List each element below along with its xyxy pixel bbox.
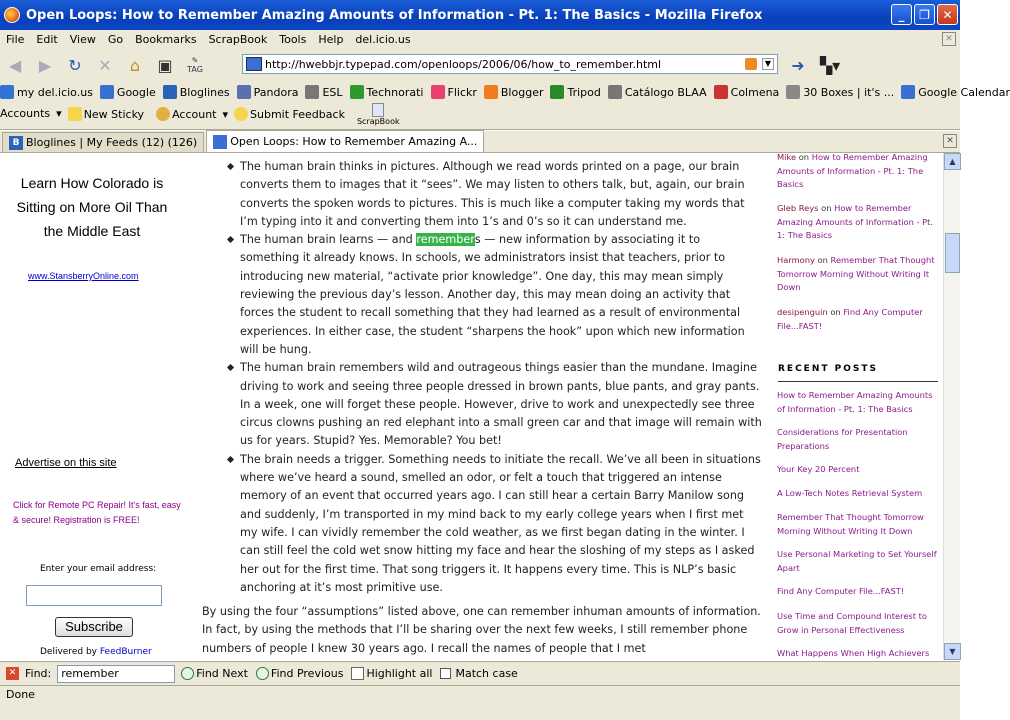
advertise-link[interactable]: Advertise on this site xyxy=(15,457,117,469)
find-next-label: Find Next xyxy=(196,667,248,680)
bookmark-item[interactable] xyxy=(714,85,780,99)
new-sticky-label: New Sticky xyxy=(83,107,145,121)
tag-icon: ✎ xyxy=(191,56,199,65)
smiley-icon xyxy=(234,107,248,121)
recent-posts-heading: RECENT POSTS xyxy=(778,363,938,382)
email-field[interactable] xyxy=(26,585,162,606)
comment-link[interactable]: How to Remember Amazing Amounts of Information - Pt. 1: The Basics xyxy=(777,203,934,240)
tag-label: TAG xyxy=(187,65,203,74)
match-case-label: Match case xyxy=(455,667,518,680)
status-bar xyxy=(0,685,960,720)
forward-arrow-icon: ▶ xyxy=(38,55,52,75)
tripod-icon xyxy=(550,85,564,99)
bookmark-item[interactable] xyxy=(0,85,93,99)
comment-item xyxy=(777,202,937,243)
firefox-icon xyxy=(4,7,20,23)
accounts-menu[interactable]: Accounts ▾ xyxy=(0,107,62,120)
rss-feed-icon[interactable] xyxy=(745,58,757,70)
left-sidebar xyxy=(0,153,185,660)
comment-on: on xyxy=(798,152,810,162)
bookmark-label: Google Calendar xyxy=(918,85,1010,99)
search-engine-icon: ▚▾ xyxy=(819,55,841,75)
bookmark-label: Colmena xyxy=(730,85,780,99)
technorati-icon xyxy=(350,85,364,99)
menu-edit[interactable]: Edit xyxy=(36,32,58,46)
find-previous-label: Find Previous xyxy=(270,667,344,680)
scrapbook-capture-button[interactable] xyxy=(152,53,178,77)
reload-button[interactable] xyxy=(62,53,88,77)
minimize-button[interactable]: _ xyxy=(891,4,912,25)
find-label: Find: xyxy=(25,667,52,680)
address-bar[interactable] xyxy=(242,54,778,74)
pin-icon xyxy=(608,85,622,99)
window-titlebar[interactable] xyxy=(0,0,960,30)
scrapbook-label: ScrapBook xyxy=(356,117,400,126)
bookmark-item[interactable] xyxy=(100,85,156,99)
comment-link[interactable]: Remember That Thought Tomorrow Morning Without Writing It Down xyxy=(777,255,935,292)
email-label: Enter your email address: xyxy=(40,564,157,574)
maximize-button[interactable]: ❐ xyxy=(914,4,935,25)
bookmark-label: 30 Boxes | it's ... xyxy=(803,85,895,99)
highlight-all-button[interactable] xyxy=(351,667,432,680)
submit-feedback-label: Submit Feedback xyxy=(250,107,345,121)
menu-go[interactable]: Go xyxy=(107,32,124,46)
accounts-label: Accounts xyxy=(0,107,51,120)
home-icon: ⌂ xyxy=(129,55,141,75)
menu-tools[interactable]: Tools xyxy=(279,32,307,46)
search-engine-button[interactable] xyxy=(817,53,843,77)
match-case-checkbox[interactable] xyxy=(440,667,517,680)
close-find-icon[interactable]: ✕ xyxy=(6,667,19,680)
bookmark-item[interactable] xyxy=(484,85,544,99)
bookmark-item[interactable] xyxy=(163,85,230,99)
scroll-up-icon[interactable]: ▲ xyxy=(944,153,961,170)
up-arrow-icon xyxy=(256,667,269,680)
bullet-text: s — new information by associating it to something it already knows. In schools, we administrators insist that teachers, prior to introducing new material, “activate prior knowledge”. One day, this may mean simply reviewing the previous day’s lesson. Another day, this may mean doing an activity that forces the student to recall something that they had learned as a result of environmental experiences. In either case, the student “sharpens the hook” upon which new information will be hung. xyxy=(240,233,745,356)
menu-help[interactable]: Help xyxy=(318,32,344,46)
pandora-icon xyxy=(237,85,251,99)
comment-author: Mike xyxy=(777,152,797,162)
blogger-icon xyxy=(484,85,498,99)
colmena-icon xyxy=(714,85,728,99)
pin-icon xyxy=(305,85,319,99)
oil-ad-text[interactable]: Learn How Colorado is Sitting on More Oil Than the Middle East xyxy=(16,175,168,239)
back-button[interactable] xyxy=(2,53,28,77)
comment-on: on xyxy=(830,307,841,317)
menu-scrapbook[interactable]: ScrapBook xyxy=(208,32,268,46)
comment-on: on xyxy=(817,255,828,265)
menubar-close-icon[interactable]: ✕ xyxy=(942,32,956,46)
bookmark-label: Pandora xyxy=(253,85,299,99)
recent-post-link[interactable]: Use Personal Marketing to Set Yourself Apart xyxy=(777,549,937,573)
bullet-item: The human brain thinks in pictures. Although we read words printed on a page, our brain converts them to images that it “sees”. We may listen to others talk, but, again, our brain converts the spoken words to pictures. This is much like a computer taking my words that I’m typing into it and converting them into 1’s and 0’s so it can understand me. xyxy=(202,158,762,231)
bookmark-label: ESL xyxy=(322,85,343,99)
comment-on: on xyxy=(821,203,832,213)
recent-post-link[interactable]: How to Remember Amazing Amounts of Information - Pt. 1: The Basics xyxy=(777,390,933,414)
bookmark-item[interactable] xyxy=(901,85,1010,99)
find-bar xyxy=(0,661,960,685)
bookmark-item[interactable] xyxy=(550,85,600,99)
highlight-icon xyxy=(351,667,364,680)
bookmark-item[interactable] xyxy=(237,85,299,99)
bullet-item: The human brain remembers wild and outrageous things easier than the mundane. Imagine driving to work and seeing three people dressed in brown pants, blue pants, and gray pants. In a week, one will forget these people. However, drive to work and unexpectedly see three circus clowns pushing an red elephant into a small green car and that image will remain with us for years. Stupid? Yes. Memorable? You bet! xyxy=(202,359,762,450)
scroll-thumb[interactable] xyxy=(945,233,960,273)
find-highlight: remember xyxy=(416,233,475,247)
url-text: http://hwebbjr.typepad.com/openloops/2006/06/how_to_remember.html xyxy=(265,57,662,71)
forward-button[interactable] xyxy=(32,53,58,77)
ad-link[interactable]: www.StansberryOnline.com xyxy=(28,271,139,281)
bullet-item xyxy=(202,231,762,359)
comment-link[interactable]: How to Remember Amazing Amounts of Information - Pt. 1: The Basics xyxy=(777,152,928,189)
bullet-text: The human brain learns — and xyxy=(240,233,417,247)
bookmark-label: my del.icio.us xyxy=(17,85,93,99)
recent-post-link[interactable]: Your Key 20 Percent xyxy=(777,464,860,474)
tab-bloglines[interactable] xyxy=(2,132,204,152)
bookmark-item[interactable] xyxy=(608,85,707,99)
boxes-icon xyxy=(786,85,800,99)
bloglines-icon xyxy=(163,85,177,99)
comment-author: Harmony xyxy=(777,255,815,265)
bookmarks-toolbar xyxy=(0,82,1010,102)
menu-bookmarks[interactable]: Bookmarks xyxy=(135,32,197,46)
vertical-scrollbar[interactable] xyxy=(943,153,960,660)
stop-button[interactable] xyxy=(92,53,118,77)
bookmark-item[interactable] xyxy=(305,85,342,99)
comment-item xyxy=(777,151,937,192)
right-sidebar xyxy=(770,153,943,660)
tab-strip xyxy=(0,131,960,153)
extension-toolbar xyxy=(0,102,960,130)
bookmark-item[interactable] xyxy=(786,85,894,99)
menu-view[interactable]: View xyxy=(69,32,96,46)
recent-post-link[interactable]: A Low-Tech Notes Retrieval System xyxy=(777,488,923,498)
delivered-by xyxy=(40,647,152,657)
tab-open-loops-label: Open Loops: How to Remember Amazing A... xyxy=(230,135,478,148)
flickr-icon xyxy=(431,85,445,99)
menu-file[interactable]: File xyxy=(6,32,25,46)
recent-post-link[interactable]: Find Any Computer File...FAST! xyxy=(777,586,905,596)
submit-feedback-button[interactable] xyxy=(234,107,351,121)
scroll-down-icon[interactable]: ▼ xyxy=(944,643,961,660)
bookmark-label: Tripod xyxy=(567,85,601,99)
article-paragraph: By using the four “assumptions” listed above, one can remember inhuman amounts of information. In fact, by using the methods that I’ll be sharing over the next few weeks, I still remember phone numbers of people I knew 30 years ago. I recall the names of people that I met xyxy=(202,605,761,655)
pc-repair-ad[interactable]: Click for Remote PC Repair! It's fast, easy & secure! Registration is FREE! xyxy=(13,500,181,525)
account-menu[interactable]: Account ▾ xyxy=(156,107,228,121)
status-text: Done xyxy=(6,688,35,701)
page-content xyxy=(0,153,943,660)
comment-item xyxy=(777,254,937,295)
site-favicon-icon xyxy=(246,57,262,71)
capture-icon: ▣ xyxy=(157,55,173,75)
bookmark-label: Catálogo BLAA xyxy=(624,85,707,99)
tab-bloglines-label: Bloglines | My Feeds (12) (126) xyxy=(26,136,198,149)
scrapbook-icon xyxy=(372,103,384,117)
recent-post-link[interactable]: Considerations for Presentation Preparations xyxy=(777,427,908,451)
close-button[interactable]: ✕ xyxy=(937,4,958,25)
menu-delicious[interactable]: del.icio.us xyxy=(355,32,411,46)
reload-icon: ↻ xyxy=(68,55,82,75)
delivered-by-label: Delivered by xyxy=(40,647,97,657)
bloglines-icon: B xyxy=(9,136,23,150)
page-icon xyxy=(213,135,227,149)
go-arrow-icon: ➜ xyxy=(791,55,805,75)
bookmark-item[interactable] xyxy=(350,85,424,99)
account-icon xyxy=(156,107,170,121)
stop-icon: ✕ xyxy=(98,55,112,75)
highlight-all-label: Highlight all xyxy=(366,667,433,680)
bookmark-label: Flickr xyxy=(447,85,477,99)
delicious-icon xyxy=(0,85,14,99)
tab-open-loops[interactable] xyxy=(206,130,484,152)
find-previous-button[interactable] xyxy=(256,667,344,680)
bullet-item: The brain needs a trigger. Something needs to initiate the recall. We’ve all been in situations where we’ve heard a sound, smelled an odor, or felt a touch that triggered an intense memory of an event that occurred years ago. I can still hear a certain Barry Manilow song and suddenly, I’m transported in my mind back to my early college years when I first met my wife. I can vividly remember the cold weather, as we first began dating in the winter. I can still feel the cold wet snow hitting my face and hear the sloshing of my steps as I asked her out for the first time. That song triggers it. It happens every time. This is NLP’s basic anchoring at it’s most primitive use. xyxy=(202,451,762,597)
down-arrow-icon xyxy=(181,667,194,680)
checkbox-icon xyxy=(440,668,451,679)
go-button[interactable] xyxy=(785,53,811,77)
find-input[interactable]: remember xyxy=(57,665,175,683)
article-body xyxy=(202,158,762,658)
recent-post-link[interactable]: What Happens When High Achievers xyxy=(777,648,930,658)
menu-bar xyxy=(0,30,960,48)
account-label: Account xyxy=(172,107,217,121)
comment-link[interactable]: Find Any Computer File...FAST! xyxy=(777,307,923,331)
google-icon xyxy=(100,85,114,99)
sticky-note-icon xyxy=(68,107,82,121)
comment-author: desipenguin xyxy=(777,307,828,317)
bookmark-label: Google xyxy=(116,85,156,99)
recent-post-link[interactable]: Use Time and Compound Interest to Grow in Personal Effectiveness xyxy=(777,611,927,635)
subscribe-button[interactable]: Subscribe xyxy=(55,617,133,637)
feedburner-link[interactable]: FeedBurner xyxy=(99,647,152,657)
find-next-button[interactable] xyxy=(181,667,248,680)
recent-post-link[interactable]: Remember That Thought Tomorrow Morning Without Writing It Down xyxy=(777,512,924,536)
calendar-icon xyxy=(901,85,915,99)
bookmark-item[interactable] xyxy=(431,85,477,99)
bookmark-label: Bloglines xyxy=(179,85,230,99)
tag-button[interactable] xyxy=(182,53,208,77)
comment-author: Gleb Reys xyxy=(777,203,819,213)
home-button[interactable] xyxy=(122,53,148,77)
scrapbook-button[interactable] xyxy=(357,103,406,126)
url-dropdown-icon[interactable]: ▼ xyxy=(762,58,774,70)
close-tab-icon[interactable]: ✕ xyxy=(943,134,957,148)
back-arrow-icon: ◀ xyxy=(8,55,22,75)
bookmark-label: Blogger xyxy=(500,85,544,99)
new-sticky-button[interactable] xyxy=(68,107,150,121)
navigation-toolbar xyxy=(0,48,960,82)
comment-item xyxy=(777,306,937,333)
bookmark-label: Technorati xyxy=(366,85,424,99)
window-title: Open Loops: How to Remember Amazing Amounts of Information - Pt. 1: The Basics - Mozilla Firefox xyxy=(26,7,763,23)
